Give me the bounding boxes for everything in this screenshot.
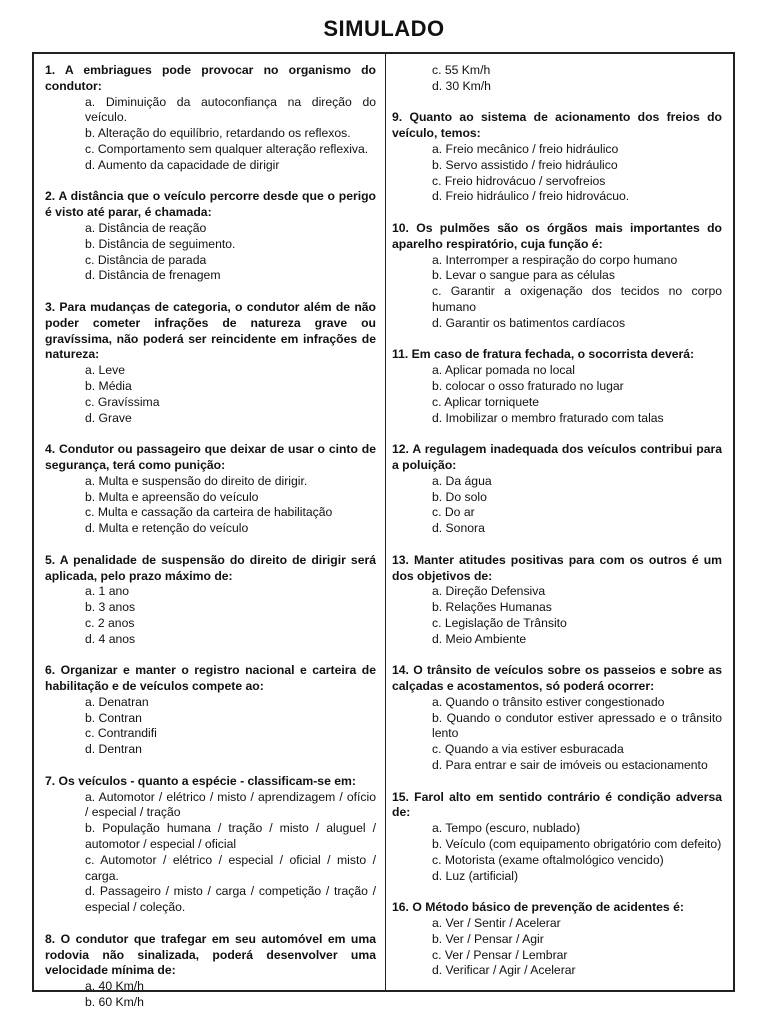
question-block (392, 221, 722, 332)
question-stem: 3. Para mudanças de categoria, o condutor além de não poder cometer infrações de natureza grave ou gravíssima, não poderá ser reincidente em infrações de natureza: (45, 299, 376, 362)
question-stem: 6. Organizar e manter o registro nacional e carteira de habilitação e de veículos compete ao: (45, 663, 376, 694)
question-stem: 16. O Método básico de prevenção de acidentes é: (392, 900, 684, 915)
left-column (45, 63, 376, 1027)
right-column (392, 63, 722, 995)
option: d. Meio Ambiente (432, 631, 527, 646)
option: d. Aumento da capacidade de dirigir (85, 157, 280, 172)
option: d. Multa e retenção do veículo (85, 521, 249, 536)
option: b. Distância de seguimento. (85, 236, 236, 251)
option: a. 1 ano (85, 584, 130, 599)
option: b. 60 Km/h (85, 995, 144, 1010)
option: d. 30 Km/h (432, 78, 491, 93)
option: d. Dentran (85, 742, 142, 757)
option: c. Garantir a oxigenação dos tecidos no corpo humano (432, 284, 722, 314)
question-stem: 15. Farol alto em sentido contrário é condição adversa de: (392, 789, 722, 820)
question-block (45, 442, 376, 537)
column-divider (385, 54, 386, 990)
option: c. Contrandifi (85, 726, 157, 741)
option: d. Passageiro / misto / carga / competição / tração / especial / coleção. (85, 884, 376, 915)
question-block (392, 110, 722, 205)
question-stem: 10. Os pulmões são os órgãos mais importantes do aparelho respiratório, cuja função é: (392, 220, 722, 251)
question-block (45, 300, 376, 426)
question-block (392, 442, 722, 537)
option: c. Distância de parada (85, 252, 207, 267)
option: c. Comportamento sem qualquer alteração reflexiva. (85, 141, 369, 156)
question-stem: 7. Os veículos - quanto a espécie - classificam-se em: (45, 773, 356, 788)
questions-frame (32, 52, 735, 1010)
option: b. colocar o osso fraturado no lugar (432, 378, 624, 393)
question-block (392, 553, 722, 648)
option: c. Automotor / elétrico / especial / oficial / misto / carga. (85, 852, 376, 883)
question-block (45, 774, 376, 916)
option: d. Para entrar e sair de imóveis ou estacionamento (432, 758, 708, 773)
option: b. Ver / Pensar / Agir (432, 931, 544, 946)
question-8-continued (392, 63, 722, 95)
option: d. Grave (85, 410, 132, 425)
option: d. Sonora (432, 521, 485, 536)
option: a. Interromper a respiração do corpo humano (432, 252, 678, 267)
option: d. Freio hidráulico / freio hidrovácuo. (432, 189, 630, 204)
option: c. Ver / Pensar / Lembrar (432, 947, 568, 962)
question-stem: 9. Quanto ao sistema de acionamento dos freios do veículo, temos: (392, 110, 722, 141)
question-block (392, 663, 722, 774)
option: b. Levar o sangue para as células (432, 268, 615, 283)
question-stem: 5. A penalidade de suspensão do direito de dirigir será aplicada, pelo prazo máximo de: (45, 552, 376, 583)
option: a. Tempo (escuro, nublado) (432, 821, 581, 836)
option: a. 40 Km/h (85, 979, 144, 994)
option: a. Ver / Sentir / Acelerar (432, 916, 561, 931)
question-block (45, 932, 376, 1011)
option: d. Imobilizar o membro fraturado com talas (432, 410, 664, 425)
option: c. Do ar (432, 505, 475, 520)
question-block (392, 790, 722, 885)
option: a. Diminuição da autoconfiança na direção do veículo. (85, 94, 376, 125)
question-stem: 4. Condutor ou passageiro que deixar de usar o cinto de segurança, terá como punição: (45, 442, 376, 472)
option: c. Legislação de Trânsito (432, 615, 567, 630)
option: b. Veículo (com equipamento obrigatório com defeito) (432, 837, 722, 852)
option: b. Do solo (432, 489, 487, 504)
question-block (392, 347, 722, 426)
option: a. Distância de reação (85, 220, 207, 235)
option: d. Garantir os batimentos cardíacos (432, 315, 626, 330)
option: a. Quando o trânsito estiver congestionado (432, 694, 665, 709)
option: a. Automotor / elétrico / misto / aprendizagem / ofício / especial / tração (85, 789, 376, 820)
option: a. Multa e suspensão do direito de dirigir. (85, 473, 308, 488)
option: d. Luz (artificial) (432, 868, 519, 883)
question-stem: 2. A distância que o veículo percorre desde que o perigo é visto até parar, é chamada: (45, 189, 376, 220)
option: d. Verificar / Agir / Acelerar (432, 963, 576, 978)
option: b. Média (85, 378, 132, 393)
question-block (45, 663, 376, 758)
option: b. Alteração do equilíbrio, retardando os reflexos. (85, 126, 351, 141)
question-stem: 13. Manter atitudes positivas para com os outros é um dos objetivos de: (392, 552, 722, 583)
option: d. Distância de frenagem (85, 268, 221, 283)
option: b. Relações Humanas (432, 600, 552, 615)
option: a. Leve (85, 363, 125, 378)
question-stem: 1. A embriagues pode provocar no organismo do condutor: (45, 63, 376, 93)
question-stem: 8. O condutor que trafegar em seu automóvel em uma rodovia não sinalizada, poderá desenvolver uma velocidade mínima de: (45, 931, 376, 978)
option: c. Aplicar torniquete (432, 394, 540, 409)
option: b. Servo assistido / freio hidráulico (432, 157, 618, 172)
option: a. Denatran (85, 694, 149, 709)
option: c. Quando a via estiver esburacada (432, 742, 624, 757)
question-block (392, 900, 722, 979)
page-title: SIMULADO (323, 16, 445, 41)
option: b. Multa e apreensão do veículo (85, 489, 259, 504)
option: c. Multa e cassação da carteira de habilitação (85, 505, 333, 520)
question-stem: 12. A regulagem inadequada dos veículos contribui para a poluição: (392, 442, 722, 472)
option: a. Freio mecânico / freio hidráulico (432, 141, 619, 156)
option: b. População humana / tração / misto / aluguel / automotor / especial / oficial (85, 821, 376, 852)
option: c. 55 Km/h (432, 63, 491, 77)
option: a. Aplicar pomada no local (432, 363, 575, 378)
option: c. Freio hidrovácuo / servofreios (432, 173, 606, 188)
option: c. 2 anos (85, 615, 135, 630)
option: d. 4 anos (85, 631, 136, 646)
option: b. Contran (85, 710, 142, 725)
question-block (45, 189, 376, 284)
option: a. Direção Defensiva (432, 584, 546, 599)
option: b. 3 anos (85, 600, 136, 615)
question-block (45, 553, 376, 648)
option: c. Gravíssima (85, 394, 160, 409)
option: b. Quando o condutor estiver apressado e o trânsito lento (432, 710, 722, 741)
option: c. Motorista (exame oftalmológico vencido) (432, 852, 664, 867)
question-block (45, 63, 376, 174)
option: a. Da água (432, 473, 492, 488)
question-stem: 14. O trânsito de veículos sobre os passeios e sobre as calçadas e acostamentos, só poderá ocorrer: (392, 663, 722, 694)
question-stem: 11. Em caso de fratura fechada, o socorrista deverá: (392, 347, 695, 362)
